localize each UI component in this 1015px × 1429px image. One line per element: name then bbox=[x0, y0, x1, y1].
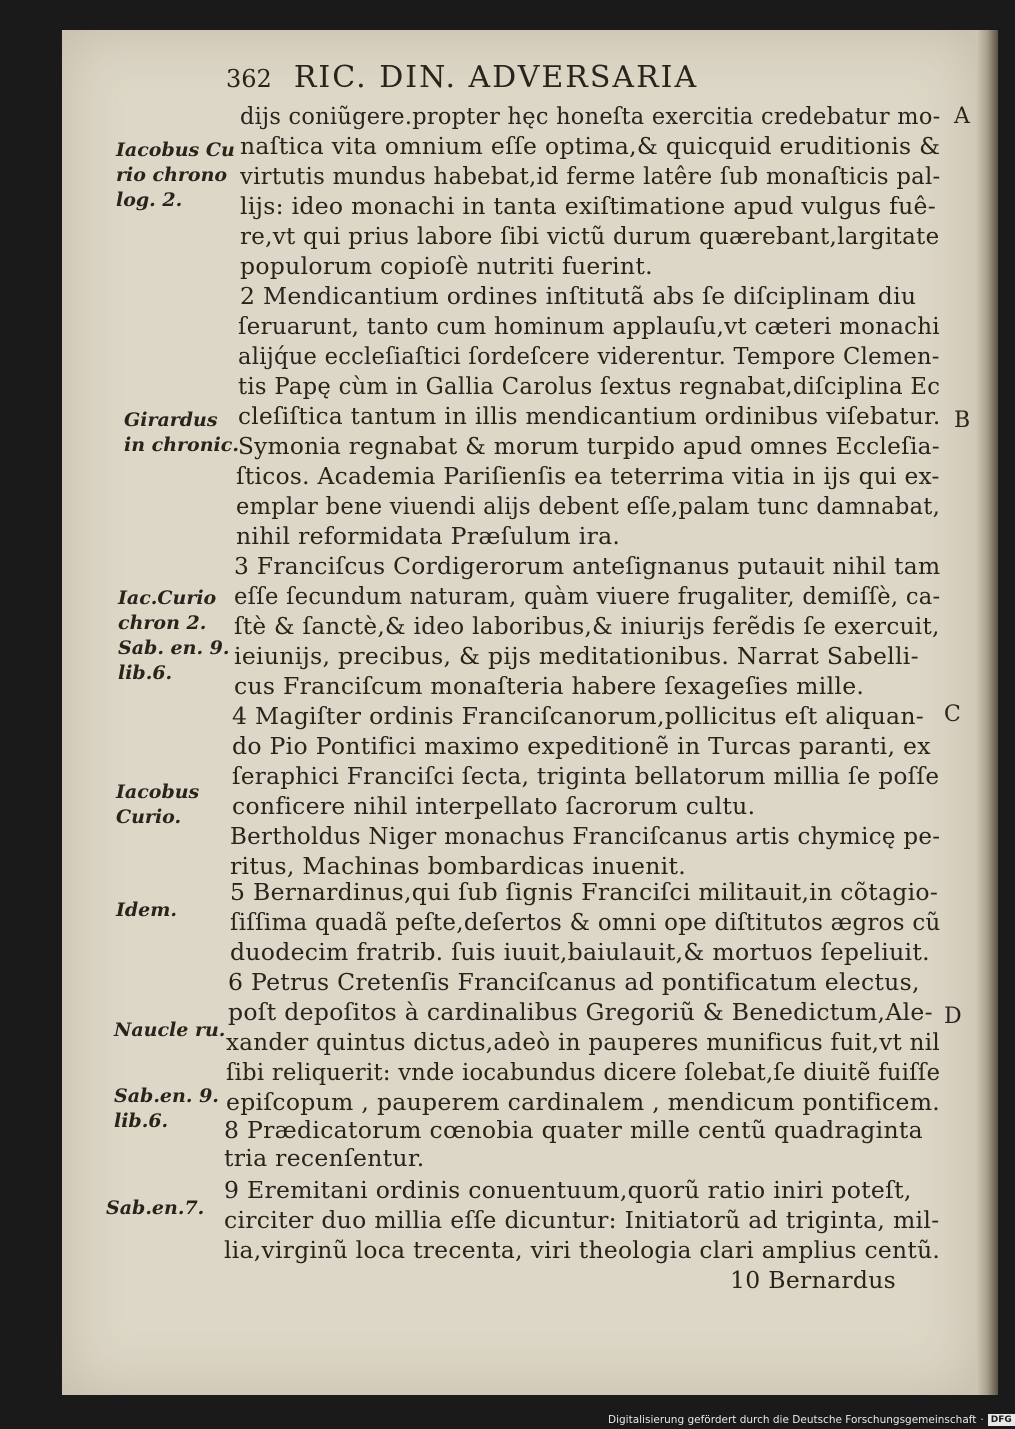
margin-note: Girardus in chronic. bbox=[124, 409, 239, 456]
text-line: ritus, Machinas bombardicas inuenit. bbox=[230, 852, 686, 880]
text-line: nihil reformidata Præſulum ira. bbox=[236, 522, 621, 550]
text-line: poſt depoſitos à cardinalibus Gregoriũ & Benedictum,Ale- bbox=[228, 998, 933, 1026]
text-line: ieiunijs, precibus, & pijs meditationibus. Narrat Sabelli- bbox=[234, 642, 919, 670]
section-mark-c: C bbox=[944, 702, 961, 727]
text-line: circiter duo millia eſſe dicuntur: Initiatorũ ad triginta, mil- bbox=[224, 1206, 940, 1234]
text-line: alijq́ue eccleſiaſtici ſordeſcere viderentur. Tempore Clemen- bbox=[238, 342, 940, 370]
margin-note: Idem. bbox=[116, 899, 177, 921]
footer-text: Digitalisierung gefördert durch die Deutsche Forschungsgemeinschaft bbox=[608, 1414, 977, 1426]
text-line: emplar bene viuendi alijs debent eſſe,palam tunc damnabat, bbox=[236, 492, 941, 520]
text-line: lia,virginũ loca trecenta, viri theologia clari amplius centũ. bbox=[224, 1236, 941, 1264]
margin-note: Iac.Curio chron 2. Sab. en. 9. lib.6. bbox=[118, 587, 230, 684]
catchword: 10 Bernardus bbox=[730, 1266, 896, 1294]
text-line: dijs coniũgere.propter hęc honeſta exercitia credebatur mo- bbox=[240, 102, 941, 130]
text-line: 8 Prædicatorum cœnobia quater mille centũ quadraginta bbox=[224, 1116, 923, 1144]
text-line: naſtica vita omnium eſſe optima,& quicquid eruditionis & bbox=[240, 132, 941, 160]
margin-note: Naucle ru. bbox=[114, 1019, 226, 1041]
text-line: ſiſſima quadã peſte,deſertos & omni ope diſtitutos ægros cũ bbox=[230, 908, 941, 936]
text-line: 2 Mendicantium ordines inſtitutã abs ſe diſciplinam diu bbox=[240, 282, 917, 310]
text-line: ſeraphici Franciſci ſecta, triginta bellatorum millia ſe poſſe bbox=[232, 762, 940, 790]
section-mark-a: A bbox=[954, 104, 970, 129]
page-header bbox=[226, 60, 926, 95]
text-line: ſtè & ſanctè,& ideo laboribus,& iniurijs ferẽdis ſe exercuit, bbox=[234, 612, 940, 640]
text-line: 5 Bernardinus,qui ſub ſignis Franciſci militauit,in cõtagio- bbox=[230, 878, 939, 906]
text-line: 4 Magiſter ordinis Franciſcanorum,pollicitus eſt aliquan- bbox=[232, 702, 925, 730]
section-mark-b: B bbox=[954, 408, 971, 433]
text-line: tis Papę cùm in Gallia Carolus ſextus regnabat,diſciplina Ec bbox=[238, 372, 941, 400]
text-line: ſibi reliquerit: vnde iocabundus dicere ſolebat,ſe diuitẽ fuiſſe bbox=[226, 1058, 941, 1086]
text-line: Bertholdus Niger monachus Franciſcanus artis chymicę pe- bbox=[230, 822, 941, 850]
text-line: cus Franciſcum monaſteria habere ſexageſies mille. bbox=[234, 672, 865, 700]
text-line: re,vt qui prius labore ſibi victũ durum quærebant,largitate bbox=[240, 222, 940, 250]
page-edge bbox=[976, 30, 998, 1395]
text-line: populorum copioſè nutriti fuerint. bbox=[240, 252, 653, 280]
text-line: tria recenſentur. bbox=[224, 1144, 425, 1172]
text-line: eſſe ſecundum naturam, quàm viuere frugaliter, demiſſè, ca- bbox=[234, 582, 941, 610]
text-line: cleſiſtica tantum in illis mendicantium ordinibus viſebatur. bbox=[238, 402, 941, 430]
margin-note: Iacobus Curio. bbox=[116, 781, 200, 828]
running-title: RIC. DIN. ADVERSARIA bbox=[293, 60, 699, 95]
text-line: xander quintus dictus,adeò in pauperes munificus fuit,vt nil bbox=[226, 1028, 941, 1056]
text-line: duodecim fratrib. ſuis iuuit,baiulauit,& mortuos ſepeliuit. bbox=[230, 938, 930, 966]
dfg-logo-icon: DFG bbox=[988, 1414, 1015, 1426]
text-line: virtutis mundus habebat,id ferme latêre ſub monaſticis pal- bbox=[240, 162, 941, 190]
text-line: epiſcopum , pauperem cardinalem , mendicum pontificem. bbox=[226, 1088, 941, 1116]
text-line: do Pio Pontifici maximo expeditionẽ in Turcas paranti, ex bbox=[232, 732, 931, 760]
digitization-footer: Digitalisierung gefördert durch die Deutsche Forschungsgemeinschaft · DFG bbox=[608, 1412, 1015, 1428]
text-line: 3 Franciſcus Cordigerorum anteſignanus putauit nihil tam bbox=[234, 552, 941, 580]
margin-note: Sab.en.7. bbox=[106, 1197, 205, 1219]
margin-note: Sab.en. 9. lib.6. bbox=[114, 1085, 219, 1132]
page-number: 362 bbox=[226, 65, 272, 93]
margin-note: Iacobus Cu rio chrono log. 2. bbox=[116, 139, 235, 211]
text-line: conficere nihil interpellato ſacrorum cultu. bbox=[232, 792, 756, 820]
text-line: 6 Petrus Cretenſis Franciſcanus ad pontificatum electus, bbox=[228, 968, 920, 996]
text-line: ſticos. Academia Pariſienſis ea teterrima vitia in ijs qui ex- bbox=[236, 462, 940, 490]
text-line: lijs: ideo monachi in tanta exiſtimatione apud vulgus fuê- bbox=[240, 192, 937, 220]
text-line: 9 Eremitani ordinis conuentuum,quorũ ratio iniri poteſt, bbox=[224, 1176, 912, 1204]
section-mark-d: D bbox=[944, 1004, 962, 1029]
text-line: Symonia regnabat & morum turpido apud omnes Eccleſia- bbox=[238, 432, 940, 460]
text-line: ſeruarunt, tanto cum hominum applauſu,vt cæteri monachi bbox=[238, 312, 940, 340]
